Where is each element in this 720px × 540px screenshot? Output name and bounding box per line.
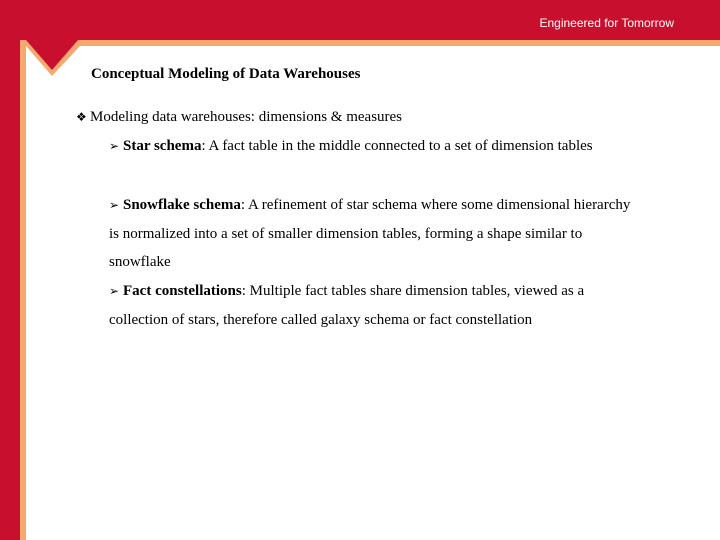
sub-bullet-term: Star schema (123, 138, 202, 154)
sub-bullet-fact-constellations (109, 277, 639, 334)
sub-bullet-definition: : A fact table in the middle connected to a set of dimension tables (201, 138, 593, 154)
sub-bullet-term: Snowflake schema (123, 197, 241, 213)
sub-bullet-term: Fact constellations (123, 283, 242, 299)
diamond-bullet-icon: ❖ (76, 110, 87, 124)
header-red-band (0, 0, 720, 70)
left-side-bar-highlight (20, 40, 26, 540)
main-bullet-text: Modeling data warehouses: dimensions & measures (90, 109, 403, 125)
header-tagline: Engineered for Tomorrow (539, 16, 674, 30)
arrow-bullet-icon: ➢ (109, 284, 120, 298)
arrow-bullet-icon: ➢ (109, 198, 120, 212)
sub-bullet-snowflake-schema (109, 191, 639, 277)
sub-bullet-definition: : Multiple fact tables share dimension tables, viewed as a collection of stars, therefore called galaxy schema or fact constellation (109, 283, 585, 328)
sub-bullet-definition: : A refinement of star schema where some dimensional hierarchy is normalized into a set of smaller dimension tables, forming a shape similar to snowflake (109, 197, 631, 270)
sub-bullet-star-schema (109, 132, 639, 161)
left-side-bar (0, 0, 20, 540)
main-bullet (76, 108, 402, 126)
arrow-bullet-icon: ➢ (109, 139, 120, 153)
slide-title: Conceptual Modeling of Data Warehouses (91, 66, 361, 82)
